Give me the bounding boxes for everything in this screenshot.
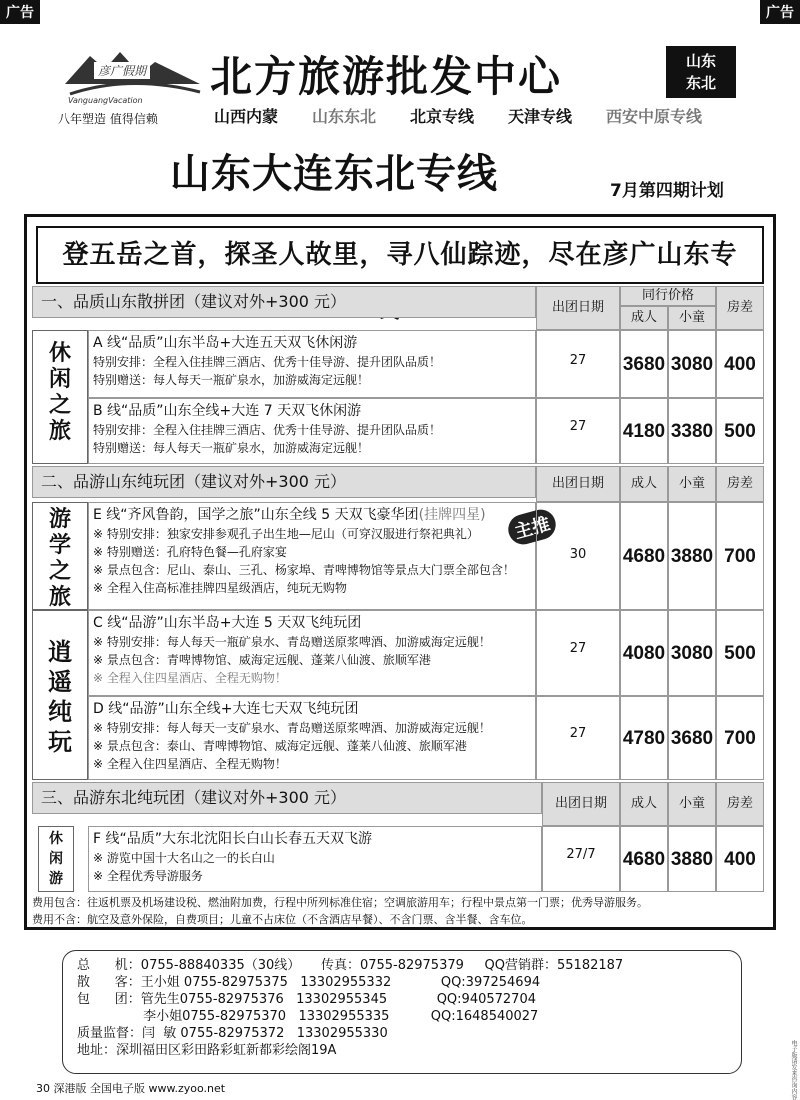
route-3: 北京专线 xyxy=(410,107,475,126)
line-c-name: C 线“品游”山东半岛+大连 5 天双飞纯玩团 xyxy=(93,615,362,631)
line-e-tag: (挂牌四星) xyxy=(418,507,486,523)
line-d-date: 27 xyxy=(536,696,620,780)
period-label: 7月第四期计划 xyxy=(610,181,724,201)
brand-title: 北方旅游批发中心 xyxy=(210,52,563,101)
line-e-detail-2: ※ 特别赠送：孔府特色餐—孔府家宴 xyxy=(93,545,287,559)
ad-tag-right: 广告 xyxy=(760,0,800,24)
route-2: 山东东北 xyxy=(312,107,377,126)
header-peer: 同行价格 xyxy=(620,286,716,306)
line-b-detail-2: 特别赠送：每人每天一瓶矿泉水，加游威海定远舰！ xyxy=(93,441,370,455)
line-f-diff: 400 xyxy=(716,826,764,892)
line-c-diff: 500 xyxy=(716,610,764,696)
side-label-3: 逍遥纯玩 xyxy=(32,610,88,780)
header-child-2: 小童 xyxy=(668,466,716,502)
route-5: 西安中原专线 xyxy=(606,107,703,126)
header-diff: 房差 xyxy=(716,286,764,330)
line-a xyxy=(88,330,536,398)
line-b-child: 3380 xyxy=(668,398,716,464)
fees-excluded: 费用不含：航空及意外保险，自费项目；儿童不占床位（不含酒店早餐）、不含门票、含半餐、含车位。 xyxy=(32,913,533,926)
line-f-date: 27/7 xyxy=(542,826,620,892)
featured-stamp: 主推 xyxy=(505,506,559,547)
line-b-date: 27 xyxy=(536,398,620,464)
line-c-detail-1: ※ 特别安排：每人每天一瓶矿泉水、青岛赠送原浆啤酒、加游威海定远舰！ xyxy=(93,635,491,649)
line-d-diff: 700 xyxy=(716,696,764,780)
line-c-detail-3: ※ 全程入住四星酒店、全程无购物！ xyxy=(93,671,287,685)
line-e-name: E 线“齐风鲁韵，国学之旅”山东全线 5 天双飞豪华团 xyxy=(93,507,419,523)
header-child: 小童 xyxy=(668,306,716,330)
line-f-name: F 线“品质”大东北沈阳长白山长春五天双飞游 xyxy=(93,831,373,847)
banner: 登五岳之首，探圣人故里，寻八仙踪迹，尽在彦广山东专 xyxy=(36,226,764,284)
line-d-detail-1: ※ 特别安排：每人每天一支矿泉水、青岛赠送原浆啤酒、加游威海定远舰！ xyxy=(93,721,491,735)
contact-individual: 散 客：王小姐 0755-82975375 13302955332 QQ:397254694 xyxy=(77,975,541,990)
line-e-detail-1: ※ 特别安排：独家安排参观孔子出生地—尼山（可穿汉服进行祭祀典礼） xyxy=(93,527,479,541)
line-a-detail-1: 特别安排：全程入住挂牌三酒店、优秀十佳导游、提升团队品质！ xyxy=(93,355,442,369)
line-c xyxy=(88,610,536,696)
line-c-detail-2: ※ 景点包含：青啤博物馆、威海定远舰、蓬莱八仙渡、旅顺军港 xyxy=(93,653,431,667)
line-b-diff: 500 xyxy=(716,398,764,464)
logo-sub: VanguangVacation xyxy=(68,96,143,105)
section-1: 一、品质山东散拼团（建议对外+300 元） xyxy=(32,286,536,318)
contact-quality: 质量监督：闫 敏 0755-82975372 13302955330 xyxy=(77,1026,388,1041)
region-badge xyxy=(666,46,736,98)
header-child-3: 小童 xyxy=(668,782,716,826)
line-b-name: B 线“品质”山东全线+大连 7 天双飞休闲游 xyxy=(93,403,362,419)
contact-box xyxy=(62,950,742,1074)
route-4: 天津专线 xyxy=(508,107,573,126)
line-e-diff: 700 xyxy=(716,502,764,610)
line-e-detail-3: ※ 景点包含：尼山、泰山、三孔、杨家埠、青啤博物馆等景点大门票全部包含！ xyxy=(93,563,515,577)
contact-group-2: 李小姐0755-82975370 13302955335 QQ:1648540027 xyxy=(77,1009,539,1024)
fees-block xyxy=(32,894,648,928)
header-diff-2: 房差 xyxy=(716,466,764,502)
line-d-name: D 线“品游”山东全线+大连七天双飞纯玩团 xyxy=(93,701,359,717)
header-date-3: 出团日期 xyxy=(542,782,620,826)
line-e-detail-4: ※ 全程入住高标准挂牌四星级酒店，纯玩无购物 xyxy=(93,581,347,595)
line-f-detail-2: ※ 全程优秀导游服务 xyxy=(93,869,203,883)
line-c-adult: 4080 xyxy=(620,610,668,696)
contact-address: 地址：深圳福田区彩田路彩虹新都彩绘阁19A xyxy=(77,1043,337,1058)
line-a-date: 27 xyxy=(536,330,620,398)
side-note: 电子版请发来咨询内容 xyxy=(790,1040,797,1100)
line-b-detail-1: 特别安排：全程入住挂牌三酒店、优秀十佳导游、提升团队品质！ xyxy=(93,423,442,437)
section-3: 三、品游东北纯玩团（建议对外+300 元） xyxy=(32,782,542,814)
badge-line-1: 山东 xyxy=(685,52,716,70)
logo-name: 彦广假期 xyxy=(94,62,150,79)
fees-included: 费用包含：往返机票及机场建设税、燃油附加费，行程中所列标准住宿；空调旅游用车；行程中景点第一门票；优秀导游服务。 xyxy=(32,896,648,909)
header-diff-3: 房差 xyxy=(716,782,764,826)
header-adult: 成人 xyxy=(620,306,668,330)
badge-line-2: 东北 xyxy=(685,74,716,92)
side-label-2: 游学之旅 xyxy=(32,502,88,610)
line-c-date: 27 xyxy=(536,610,620,696)
side-label-4: 休闲游 xyxy=(38,826,74,892)
contact-group-1: 包 团：管先生0755-82975376 13302955345 QQ:940572704 xyxy=(77,992,536,1007)
line-a-diff: 400 xyxy=(716,330,764,398)
line-a-child: 3080 xyxy=(668,330,716,398)
line-a-name: A 线“品质”山东半岛+大连五天双飞休闲游 xyxy=(93,335,358,351)
ad-tag-left: 广告 xyxy=(0,0,40,24)
route-1: 山西内蒙 xyxy=(214,107,279,126)
section-2: 二、品游山东纯玩团（建议对外+300 元） xyxy=(32,466,536,498)
page-footer: 30 深港版 全国电子版 www.zyoo.net xyxy=(36,1082,226,1095)
line-e-date: 30 xyxy=(536,502,620,610)
header-adult-3: 成人 xyxy=(620,782,668,826)
header-date-2: 出团日期 xyxy=(536,466,620,502)
line-e-child: 3880 xyxy=(668,502,716,610)
side-label-1: 休闲之旅 xyxy=(32,330,88,464)
line-c-child: 3080 xyxy=(668,610,716,696)
line-f-detail-1: ※ 游览中国十大名山之一的长白山 xyxy=(93,851,275,865)
header-adult-2: 成人 xyxy=(620,466,668,502)
line-d xyxy=(88,696,536,780)
slogan: 八年塑造 值得信赖 xyxy=(58,112,158,126)
contact-main: 总 机：0755-88840335（30线） 传真：0755-82975379 QQ营销群：55182187 xyxy=(77,958,624,973)
line-d-detail-2: ※ 景点包含：泰山、青啤博物馆、威海定远舰、蓬莱八仙渡、旅顺军港 xyxy=(93,739,467,753)
line-f-child: 3880 xyxy=(668,826,716,892)
line-d-detail-3: ※ 全程入住四星酒店、全程无购物！ xyxy=(93,757,287,771)
header-date: 出团日期 xyxy=(536,286,620,330)
line-d-adult: 4780 xyxy=(620,696,668,780)
line-d-child: 3680 xyxy=(668,696,716,780)
line-b-adult: 4180 xyxy=(620,398,668,464)
line-e-adult: 4680 xyxy=(620,502,668,610)
line-a-adult: 3680 xyxy=(620,330,668,398)
page-title: 山东大连东北专线 xyxy=(170,150,498,197)
line-b xyxy=(88,398,536,464)
line-f xyxy=(88,826,542,892)
line-a-detail-2: 特别赠送：每人每天一瓶矿泉水，加游威海定远舰！ xyxy=(93,373,370,387)
line-e xyxy=(88,502,536,610)
line-f-adult: 4680 xyxy=(620,826,668,892)
